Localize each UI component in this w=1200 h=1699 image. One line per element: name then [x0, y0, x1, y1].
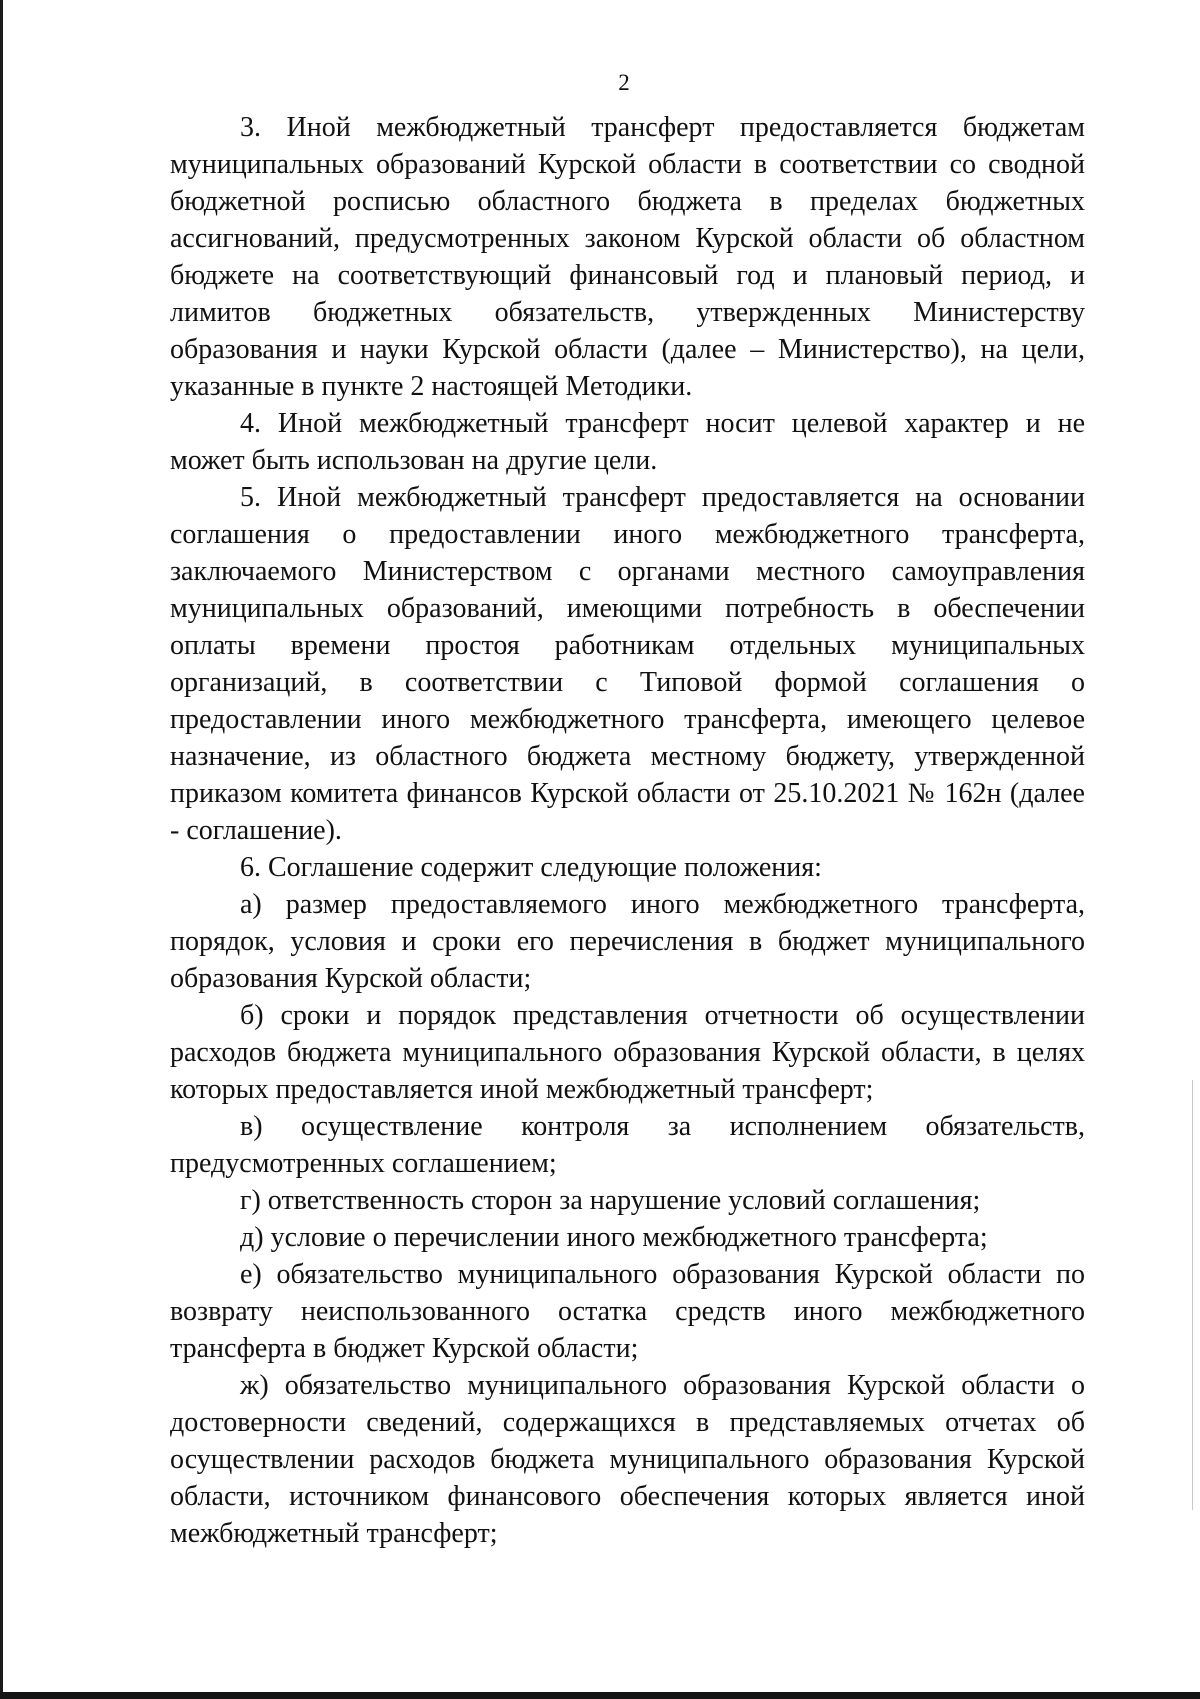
list-item-v: в) осуществление контроля за исполнением обязательств, предусмотренных соглашением;	[170, 1111, 1085, 1179]
page-number: 2	[618, 70, 630, 95]
list-item-a: а) размер предоставляемого иного межбюджетного трансферта, порядок, условия и сроки его перечисления в бюджет муниципального образования Курской области;	[170, 889, 1085, 994]
list-item-e: е) обязательство муниципального образования Курской области по возврату неиспользованного остатка средств иного межбюджетного трансферта в бюджет Курской области;	[170, 1259, 1085, 1364]
scan-left-border	[0, 0, 3, 1699]
list-item-b: б) сроки и порядок представления отчетности об осуществлении расходов бюджета муниципального образования Курской области, в целях которых предоставляется иной межбюджетный трансферт;	[170, 1000, 1085, 1105]
paragraph-6: 6. Соглашение содержит следующие положения:	[240, 852, 822, 883]
document-body	[170, 109, 1085, 1552]
paragraph-5: 5. Иной межбюджетный трансферт предоставляется на основании соглашения о предоставлении иного межбюджетного трансферта, заключаемого Министерством с органами местного самоуправления муниципальных образований, имеющими потребность в обеспечении оплаты времени простоя работникам отдельных муниципальных организаций, в соответствии с Типовой формой соглашения о предоставлении иного межбюджетного трансферта, имеющего целевое назначение, из областного бюджета местному бюджету, утвержденной приказом комитета финансов Курской области от 25.10.2021 № 162н (далее - соглашение).	[170, 482, 1085, 846]
list-item-g: г) ответственность сторон за нарушение условий соглашения;	[240, 1185, 981, 1216]
scan-right-artifact	[1192, 1080, 1193, 1510]
paragraph-3: 3. Иной межбюджетный трансферт предоставляется бюджетам муниципальных образований Курской области в соответствии со сводной бюджетной росписью областного бюджета в пределах бюджетных ассигнований, предусмотренных законом Курской области об областном бюджете на соответствующий финансовый год и плановый период, и лимитов бюджетных обязательств, утвержденных Министерству образования и науки Курской области (далее – Министерство), на цели, указанные в пункте 2 настоящей Методики.	[170, 112, 1085, 402]
list-item-d: д) условие о перечислении иного межбюджетного трансферта;	[240, 1222, 988, 1253]
paragraph-4: 4. Иной межбюджетный трансферт носит целевой характер и не может быть использован на другие цели.	[170, 408, 1085, 476]
list-item-zh: ж) обязательство муниципального образования Курской области о достоверности сведений, содержащихся в представляемых отчетах об осуществлении расходов бюджета муниципального образования Курской области, источником финансового обеспечения которых является иной межбюджетный трансферт;	[170, 1370, 1085, 1549]
scan-bottom-border	[0, 1692, 1200, 1699]
